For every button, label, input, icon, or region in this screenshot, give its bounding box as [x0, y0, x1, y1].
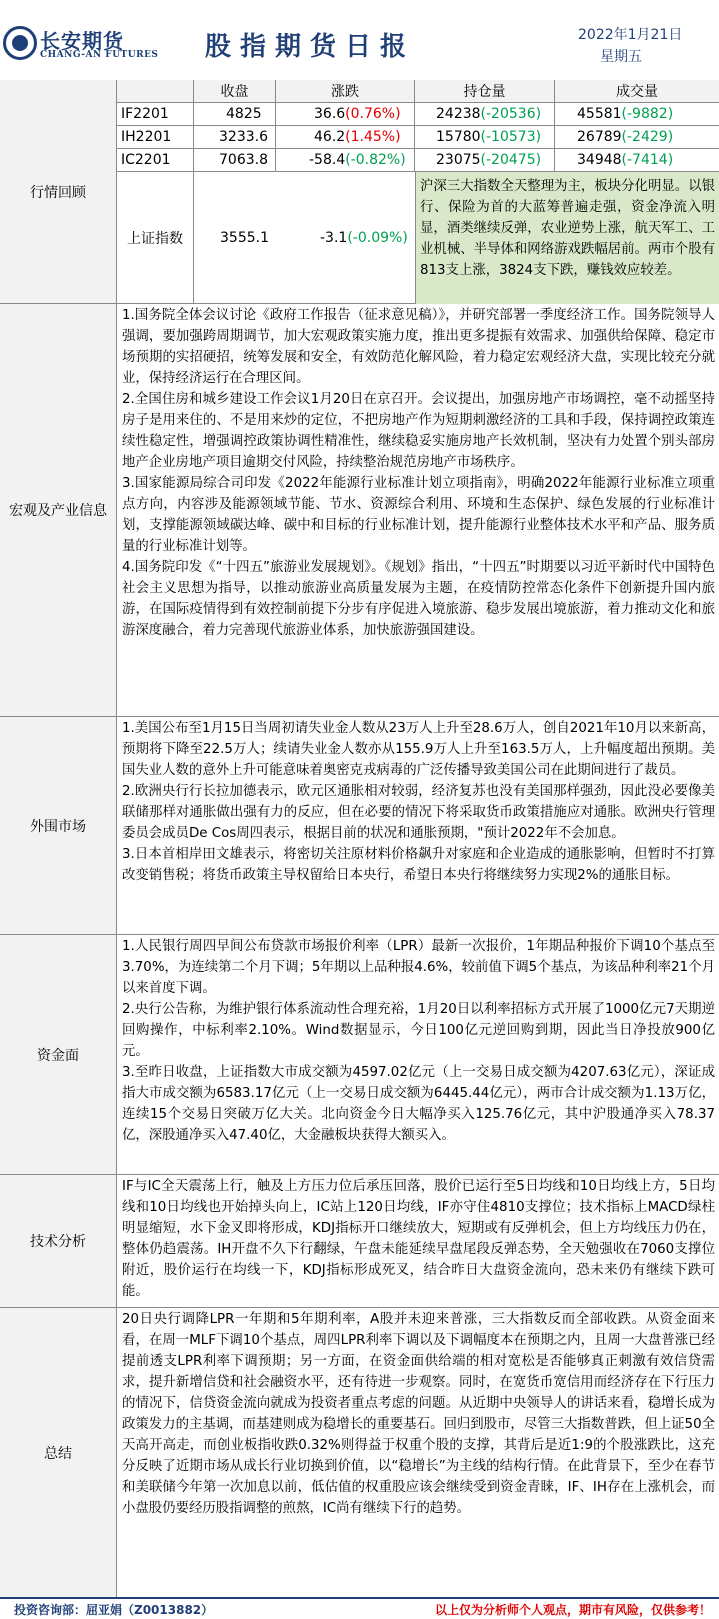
- table-row: [117, 126, 719, 149]
- oi-value: 15780: [436, 129, 481, 145]
- market-table-header: [117, 80, 719, 103]
- overseas-paragraph: 1.美国公布至1月15日当周初请失业金人数从23万人上升至28.6万人，创自2021年10月以来新高，预期将下降至22.5万人；续请失业金人数亦从155.9万人上升至163.5万人，上升幅度超出预期。美国失业人数的意外上升可能意味着奥密克戎病毒的广泛传播导致美国公司在此期间进行了裁员。: [122, 721, 715, 778]
- col-header-name: [117, 80, 194, 102]
- oi-change: (-10573): [480, 129, 542, 145]
- vol-cell: [555, 103, 719, 125]
- section-summary: [0, 1308, 719, 1597]
- oi-change: (-20536): [480, 106, 542, 122]
- oi-value: 24238: [436, 106, 481, 122]
- summary-paragraph: 20日央行调降LPR一年期和5年期利率，A股并未迎来普涨，三大指数反而全部收跌。从资金面来看，在周一MLF下调10个基点，周四LPR利率下调以及下调幅度本在预期之内，且周一大盘普涨已经提前透支LPR利率下调预期；另一方面，在资金面供给端的相对宽松是否能够真正刺激有效信贷需求，提升新增信贷和社会融资水平，还有待进一步观察。同时，在宽货币宽信用而经济存在下行压力的情况下，信贷资金流向就成为投资者重点考虑的问题。从近期中央领导人的讲话来看，稳增长成为政策发力的主基调，而基建则成为稳增长的重要基石。回归到股市，尽管三大指数普跌，但上证50全天高开高走，而创业板指收跌0.32%则得益于权重个股的支撑，其背后是近1:9的个股涨跌比，这充分反映了近期市场从成长行业切换到价值，以“稳增长”为主线的结构行情。在此背景下，至少在春节和美联储今年第一次加息以前，低估值的权重股应该会继续受到资金青睐，IF、IH存在上涨机会，而小盘股仍要经历股指调整的煎熬，IC尚有继续下行的趋势。: [122, 1312, 715, 1516]
- change-value: 46.2: [314, 129, 346, 145]
- overseas-body: [117, 717, 719, 934]
- macro-paragraph: 1.国务院全体会议讨论《政府工作报告（征求意见稿）》，并研究部署一季度经济工作。国务院领导人强调，要加强跨周期调节，加大宏观政策实施力度，推出更多提振有效需求、加强供给保障、稳定市场预期的实招硬招，统筹发展和安全，有效防范化解风险，着力稳定宏观经济大盘，实现比较充分就业，保持经济运行在合理区间。: [122, 308, 715, 386]
- contract-name: IC2201: [117, 149, 194, 171]
- close-value: 4825: [194, 103, 276, 125]
- vol-cell: [555, 126, 719, 148]
- section-macro: [0, 304, 719, 717]
- funds-paragraph: 1.人民银行周四早间公布贷款市场报价利率（LPR）最新一次报价，1年期品种报价下调10个基点至3.70%，为连续第二个月下调；5年期以上品种报4.6%，较前值下调5个基点，为该品种利率21个月以来首度下调。: [122, 939, 715, 996]
- change-cell: [276, 149, 415, 171]
- macro-paragraph: 3.国家能源局综合司印发《2022年能源行业标准计划立项指南》，明确2022年能源行业标准立项重点方向，内容涉及能源领域节能、节水、资源综合利用、环境和生态保护、绿色发展的行业标准计划，支撑能源领域碳达峰、碳中和目标的行业标准计划，提升能源行业整体技术水平和产品、服务质量的行业标准计划等。: [122, 476, 715, 554]
- overseas-paragraph: 3.日本首相岸田文雄表示，将密切关注原材料价格飙升对家庭和企业造成的通胀影响，但暂时不打算改变销售税；将货币政策主导权留给日本央行，希望日本央行将继续努力实现2%的通胀目标。: [122, 847, 715, 883]
- table-row: [117, 149, 719, 172]
- report-footer: [0, 1597, 719, 1619]
- summary-body: [117, 1308, 719, 1597]
- close-value: 7063.8: [194, 149, 276, 171]
- change-pct: (1.45%): [345, 129, 401, 145]
- col-header-volume: 成交量: [555, 80, 719, 102]
- index-name: 上证指数: [117, 172, 194, 304]
- company-name-cn: 长安期货: [40, 29, 124, 53]
- index-change: -3.1: [320, 230, 348, 246]
- vol-cell: [555, 149, 719, 171]
- index-change-cell: [276, 172, 415, 304]
- change-value: 36.6: [314, 106, 346, 122]
- market-table: [117, 80, 719, 304]
- macro-body: [117, 304, 719, 716]
- market-summary: 沪深三大指数全天整理为主，板块分化明显。以银行、保险为首的大蓝筹普遍走强，资金净流入明显，酒类继续反弹，农业逆势上涨，航天军工、工业机械、半导体和网络游戏跌幅居前。两市个股有813支上涨，3824支下跌，赚钱效应较差。: [415, 172, 719, 304]
- section-label-market: 行情回顾: [0, 80, 117, 303]
- oi-cell: [415, 103, 555, 125]
- section-market-review: [0, 80, 719, 304]
- section-label-overseas: 外围市场: [0, 717, 117, 934]
- contract-name: IF2201: [117, 103, 194, 125]
- col-header-close: 收盘: [194, 80, 276, 102]
- oi-change: (-20475): [480, 152, 542, 168]
- table-row: [117, 103, 719, 126]
- company-name-en: CHANG-AN FUTURES: [40, 50, 159, 60]
- vol-value: 26789: [577, 129, 622, 145]
- vol-change: (-7414): [621, 152, 674, 168]
- vol-change: (-2429): [621, 129, 674, 145]
- macro-paragraph: 2.全国住房和城乡建设工作会议1月20日在京召开。会议提出，加强房地产市场调控，毫不动摇坚持房子是用来住的、不是用来炒的定位，不把房地产作为短期刺激经济的工具和手段，保持调控政策连续性稳定性，增强调控政策协调性精准性，继续稳妥实施房地产长效机制，坚决有力处置个别头部房地产企业房地产项目逾期交付风险，持续整治规范房地产市场秩序。: [122, 392, 715, 470]
- change-pct: (0.76%): [345, 106, 401, 122]
- section-label-summary: 总结: [0, 1308, 117, 1597]
- vol-value: 45581: [577, 106, 622, 122]
- change-cell: [276, 126, 415, 148]
- section-label-funds: 资金面: [0, 935, 117, 1174]
- funds-paragraph: 2.央行公告称，为维护银行体系流动性合理充裕，1月20日以利率招标方式开展了1000亿元7天期逆回购操作，中标利率2.10%。Wind数据显示，今日100亿元逆回购到期，因此当日净投放900亿元。: [122, 1002, 715, 1059]
- contract-name: IH2201: [117, 126, 194, 148]
- oi-value: 23075: [436, 152, 481, 168]
- report-header: [0, 0, 719, 82]
- analyst-credit: 投资咨询部：屈亚娟（Z0013882）: [14, 1603, 214, 1617]
- section-label-technical: 技术分析: [0, 1175, 117, 1307]
- report-title: 股指期货日报: [205, 32, 416, 62]
- change-pct: (-0.82%): [345, 152, 406, 168]
- report-weekday: 星期五: [600, 49, 642, 65]
- section-label-macro: 宏观及产业信息: [0, 304, 117, 716]
- vol-value: 34948: [577, 152, 622, 168]
- oi-cell: [415, 149, 555, 171]
- section-technical: [0, 1175, 719, 1308]
- section-overseas: [0, 717, 719, 935]
- macro-paragraph: 4.国务院印发《“十四五”旅游业发展规划》。《规划》指出，“十四五”时期要以习近平新时代中国特色社会主义思想为指导，以推动旅游业高质量发展为主题，在疫情防控常态化条件下创新提升国内旅游，在国际疫情得到有效控制前提下分步有序促进入境旅游、稳步发展出境旅游，着力推动文化和旅游深度融合，着力完善现代旅游业体系，加快旅游强国建设。: [122, 560, 715, 638]
- funds-paragraph: 3.至昨日收盘，上证指数大市成交额为4597.02亿元（上一交易日成交额为4207.63亿元），深证成指大市成交额为6583.17亿元（上一交易日成交额为6445.44亿元），两市合计成交额为1.13万亿，连续15个交易日突破万亿大关。北向资金今日大幅净买入125.76亿元，其中沪股通净买入78.37亿，深股通净买入47.40亿，大金融板块获得大额买入。: [122, 1065, 715, 1143]
- overseas-paragraph: 2.欧洲央行行长拉加德表示，欧元区通胀相对较弱，经济复苏也没有美国那样强劲，因此没必要像美联储那样对通胀做出强有力的反应，但在必要的情况下将采取货币政策措施应对通胀。欧洲央行管理委员会成员De Cos周四表示，根据目前的状况和通胀预期，"预计2022年不会加息。: [122, 784, 715, 841]
- oi-cell: [415, 126, 555, 148]
- col-header-oi: 持仓量: [415, 80, 555, 102]
- index-close: 3555.1: [220, 230, 269, 246]
- funds-body: [117, 935, 719, 1174]
- col-header-change: 涨跌: [276, 80, 415, 102]
- section-funds: [0, 935, 719, 1175]
- technical-paragraph: IF与IC全天震荡上行，触及上方压力位后承压回落，股价已运行至5日均线和10日均线上方，5日均线和10日均线也开始掉头向上，IC站上120日均线，IF亦守住4810支撑位；技术指标上MACD绿柱明显缩短，水下金叉即将形成，KDJ指标开口继续放大，短期或有反弹机会，但上方均线压力仍在，整体仍趋震荡。IH开盘不久下行翻绿，午盘未能延续早盘尾段反弹态势，全天勉强收在7060支撑位附近，股价运行在均线一下，KDJ指标形成死叉，结合昨日大盘资金流向，恐未来仍有继续下跌可能。: [122, 1179, 715, 1299]
- technical-body: [117, 1175, 719, 1307]
- report-date: 2022年1月21日: [578, 27, 683, 43]
- index-change-pct: (-0.09%): [347, 230, 408, 246]
- company-logo-icon: [3, 26, 37, 60]
- vol-change: (-9882): [621, 106, 674, 122]
- close-value: 3233.6: [194, 126, 276, 148]
- change-cell: [276, 103, 415, 125]
- risk-disclaimer: 以上仅为分析师个人观点，期市有风险，仅供参考！: [434, 1603, 711, 1617]
- change-value: -58.4: [309, 152, 346, 168]
